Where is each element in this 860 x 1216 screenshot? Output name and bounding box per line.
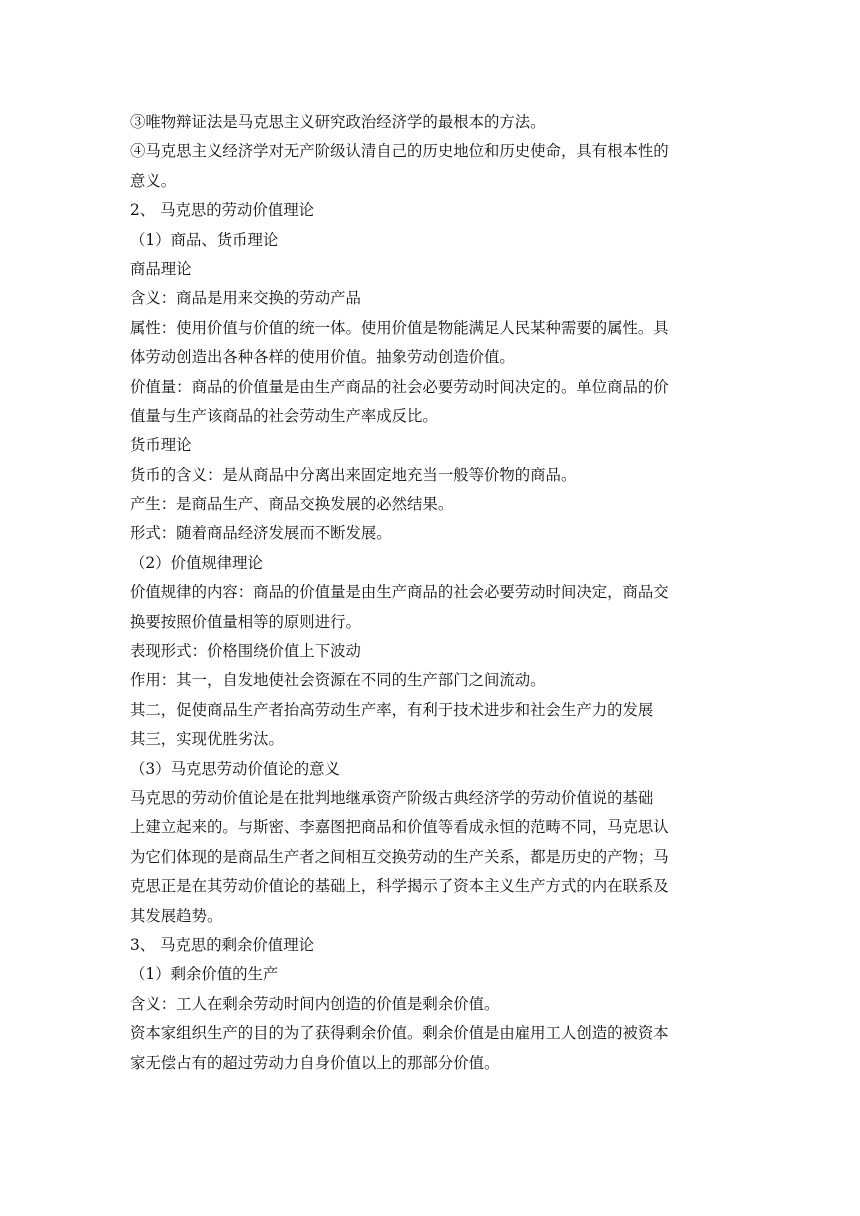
text-line: 其三，实现优胜劣汰。: [130, 730, 284, 749]
text-line: 价值规律的内容：商品的价值量是由生产商品的社会必要劳动时间决定，商品交: [130, 583, 669, 602]
subsection-heading: （3）马克思劳动价值论的意义: [130, 759, 340, 778]
text-line: 马克思的劳动价值论是在批判地继承资产阶级古典经济学的劳动价值说的基础: [130, 788, 654, 807]
document-body: [130, 108, 734, 1078]
section-heading: 2、 马克思的劳动价值理论: [130, 201, 314, 220]
text-line: 值量与生产该商品的社会劳动生产率成反比。: [130, 406, 438, 425]
text-line: 上建立起来的。与斯密、李嘉图把商品和价值等看成永恒的范畴不同，马克思认: [130, 818, 669, 837]
text-line: 其二，促使商品生产者抬高劳动生产率，有利于技术进步和社会生产力的发展: [130, 700, 654, 719]
topic-heading: 货币理论: [130, 436, 192, 455]
text-line: 克思正是在其劳动价值论的基础上，科学揭示了资本主义生产方式的内在联系及: [130, 877, 669, 896]
text-line: ④马克思主义经济学对无产阶级认清自己的历史地位和历史使命，具有根本性的: [130, 142, 669, 161]
subsection-heading: （2）价值规律理论: [130, 553, 263, 572]
text-line: 意义。: [130, 171, 177, 190]
subsection-heading: （1）剩余价值的生产: [130, 965, 279, 984]
text-line: 属性：使用价值与价值的统一体。使用价值是物能满足人民某种需要的属性。具: [130, 318, 669, 337]
text-line: 货币的含义：是从商品中分离出来固定地充当一般等价物的商品。: [130, 465, 577, 484]
subsection-heading: （1）商品、货币理论: [130, 230, 279, 249]
section-heading: 3、 马克思的剩余价值理论: [130, 935, 314, 954]
text-line: 资本家组织生产的目的为了获得剩余价值。剩余价值是由雇用工人创造的被资本: [130, 1024, 669, 1043]
text-line: 产生：是商品生产、商品交换发展的必然结果。: [130, 495, 454, 514]
text-line: 表现形式：价格围绕价值上下波动: [130, 642, 361, 661]
topic-heading: 商品理论: [130, 259, 192, 278]
text-line: 作用：其一，自发地使社会资源在不同的生产部门之间流动。: [130, 671, 546, 690]
text-line: 含义：工人在剩余劳动时间内创造的价值是剩余价值。: [130, 994, 500, 1013]
text-line: 价值量：商品的价值量是由生产商品的社会必要劳动时间决定的。单位商品的价: [130, 377, 669, 396]
text-line: 形式：随着商品经济发展而不断发展。: [130, 524, 392, 543]
text-line: 其发展趋势。: [130, 906, 223, 925]
text-line: 体劳动创造出各种各样的使用价值。抽象劳动创造价值。: [130, 348, 515, 367]
text-line: 家无偿占有的超过劳动力自身价值以上的那部分价值。: [130, 1053, 500, 1072]
text-line: ③唯物辩证法是马克思主义研究政治经济学的最根本的方法。: [130, 113, 546, 131]
text-line: 为它们体现的是商品生产者之间相互交换劳动的生产关系，都是历史的产物；马: [130, 847, 669, 866]
text-line: 含义：商品是用来交换的劳动产品: [130, 289, 361, 308]
text-line: 换要按照价值量相等的原则进行。: [130, 612, 361, 631]
